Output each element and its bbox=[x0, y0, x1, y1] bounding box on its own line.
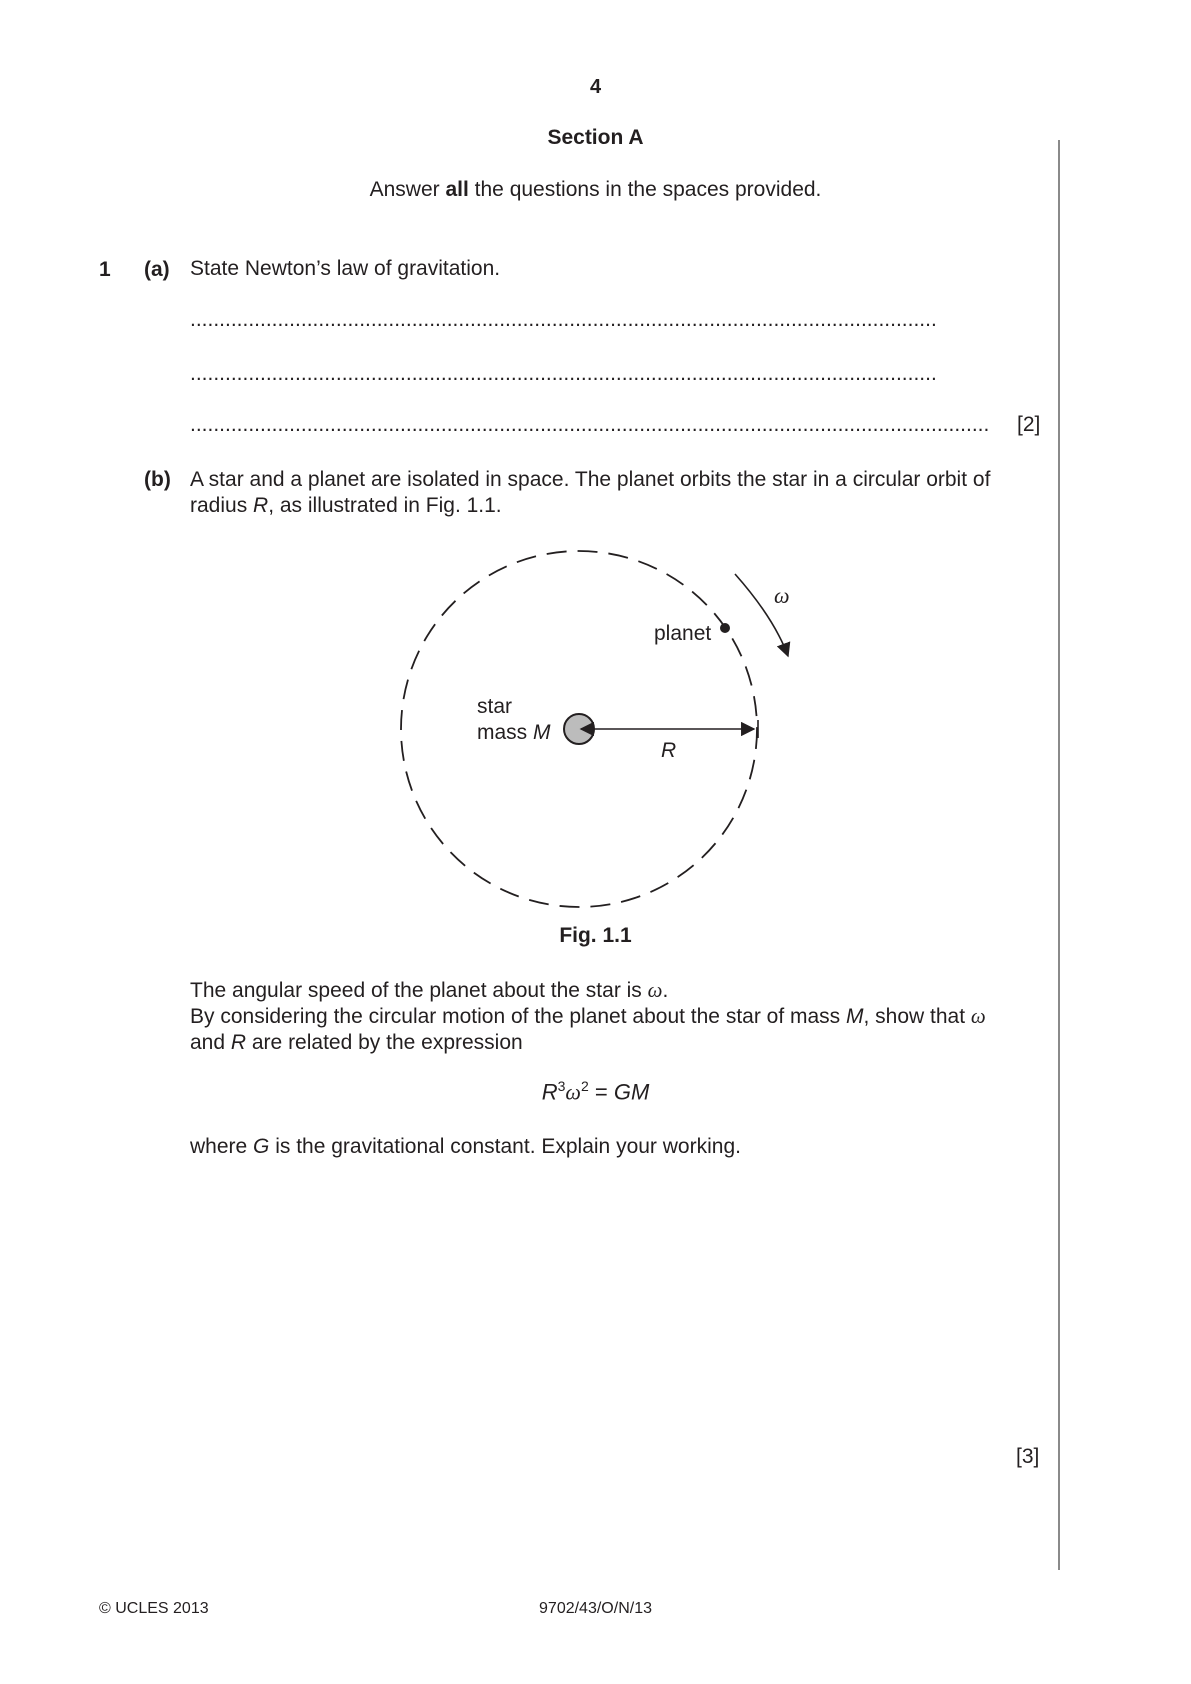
para3-post: are related by the expression bbox=[246, 1031, 523, 1054]
footer-copyright: © UCLES 2013 bbox=[99, 1600, 209, 1617]
part-b-label: (b) bbox=[144, 468, 171, 491]
para1-pre: The angular speed of the planet about the star is bbox=[190, 979, 648, 1002]
part-b-text-line2 bbox=[190, 492, 502, 519]
paragraph-where bbox=[190, 1133, 741, 1160]
instructions-bold: all bbox=[445, 178, 469, 201]
margin-line bbox=[1058, 140, 1060, 1570]
formula-gm: GM bbox=[613, 1079, 650, 1105]
star-label: star bbox=[477, 695, 513, 718]
orbit-figure bbox=[380, 540, 820, 920]
section-title: Section A bbox=[547, 126, 644, 149]
page-number: 4 bbox=[589, 76, 602, 98]
planet-label: planet bbox=[654, 622, 712, 645]
para2-pre: By considering the circular motion of the planet about the star of mass bbox=[190, 1005, 847, 1028]
part-b-marks: [3] bbox=[1016, 1445, 1040, 1468]
working-space[interactable] bbox=[190, 1170, 1045, 1430]
para4-g-var: G bbox=[253, 1135, 270, 1158]
para1-omega: ω bbox=[647, 978, 663, 1002]
mass-label-text: mass bbox=[477, 721, 534, 744]
figure-caption: Fig. 1.1 bbox=[559, 924, 632, 947]
formula-r-exp: 3 bbox=[557, 1078, 566, 1094]
paragraph-related bbox=[190, 1029, 523, 1056]
mass-label bbox=[477, 719, 551, 746]
part-a-label: (a) bbox=[144, 258, 170, 281]
instructions-before: Answer bbox=[369, 178, 446, 201]
formula-equals: = bbox=[588, 1079, 614, 1105]
part-b-text-line2-post: , as illustrated in Fig. 1.1. bbox=[268, 494, 502, 517]
question-number: 1 bbox=[99, 258, 111, 281]
para3-radius-var: R bbox=[230, 1031, 247, 1054]
formula-r: R bbox=[541, 1079, 558, 1105]
instructions bbox=[0, 178, 1191, 202]
omega-label: ω bbox=[774, 583, 790, 608]
part-a-text: State Newton’s law of gravitation. bbox=[190, 257, 501, 280]
part-b-text-line1: A star and a planet are isolated in space. The planet orbits the star in a circular orbit of bbox=[190, 468, 991, 491]
para2-mid: , show that bbox=[863, 1005, 971, 1028]
para1-post: . bbox=[662, 979, 669, 1002]
mass-var: M bbox=[533, 721, 551, 744]
answer-line-3[interactable]: ......................................................................................................................................... bbox=[190, 413, 990, 436]
para4-post: is the gravitational constant. Explain your working. bbox=[269, 1135, 741, 1158]
paragraph-considering bbox=[190, 1003, 1045, 1030]
para2-omega: ω bbox=[970, 1004, 986, 1028]
part-a-marks: [2] bbox=[1017, 413, 1041, 436]
part-b-radius-var: R bbox=[253, 494, 269, 517]
answer-line-1[interactable]: ................................................................................................................................ bbox=[190, 308, 937, 331]
answer-line-2[interactable]: ................................................................................................................................ bbox=[190, 362, 937, 385]
radius-label: R bbox=[661, 739, 677, 762]
footer-code: 9702/43/O/N/13 bbox=[539, 1600, 652, 1617]
formula-omega: ω bbox=[565, 1079, 581, 1105]
instructions-after: the questions in the spaces provided. bbox=[468, 178, 822, 201]
para3-pre: and bbox=[190, 1031, 231, 1054]
para4-pre: where bbox=[190, 1135, 254, 1158]
para2-mass-var: M bbox=[846, 1005, 864, 1028]
planet-dot bbox=[720, 623, 730, 633]
formula bbox=[0, 1078, 1191, 1105]
formula-omega-exp: 2 bbox=[580, 1078, 589, 1094]
part-b-text-line2-pre: radius bbox=[190, 494, 254, 517]
paragraph-angular-speed bbox=[190, 977, 668, 1004]
